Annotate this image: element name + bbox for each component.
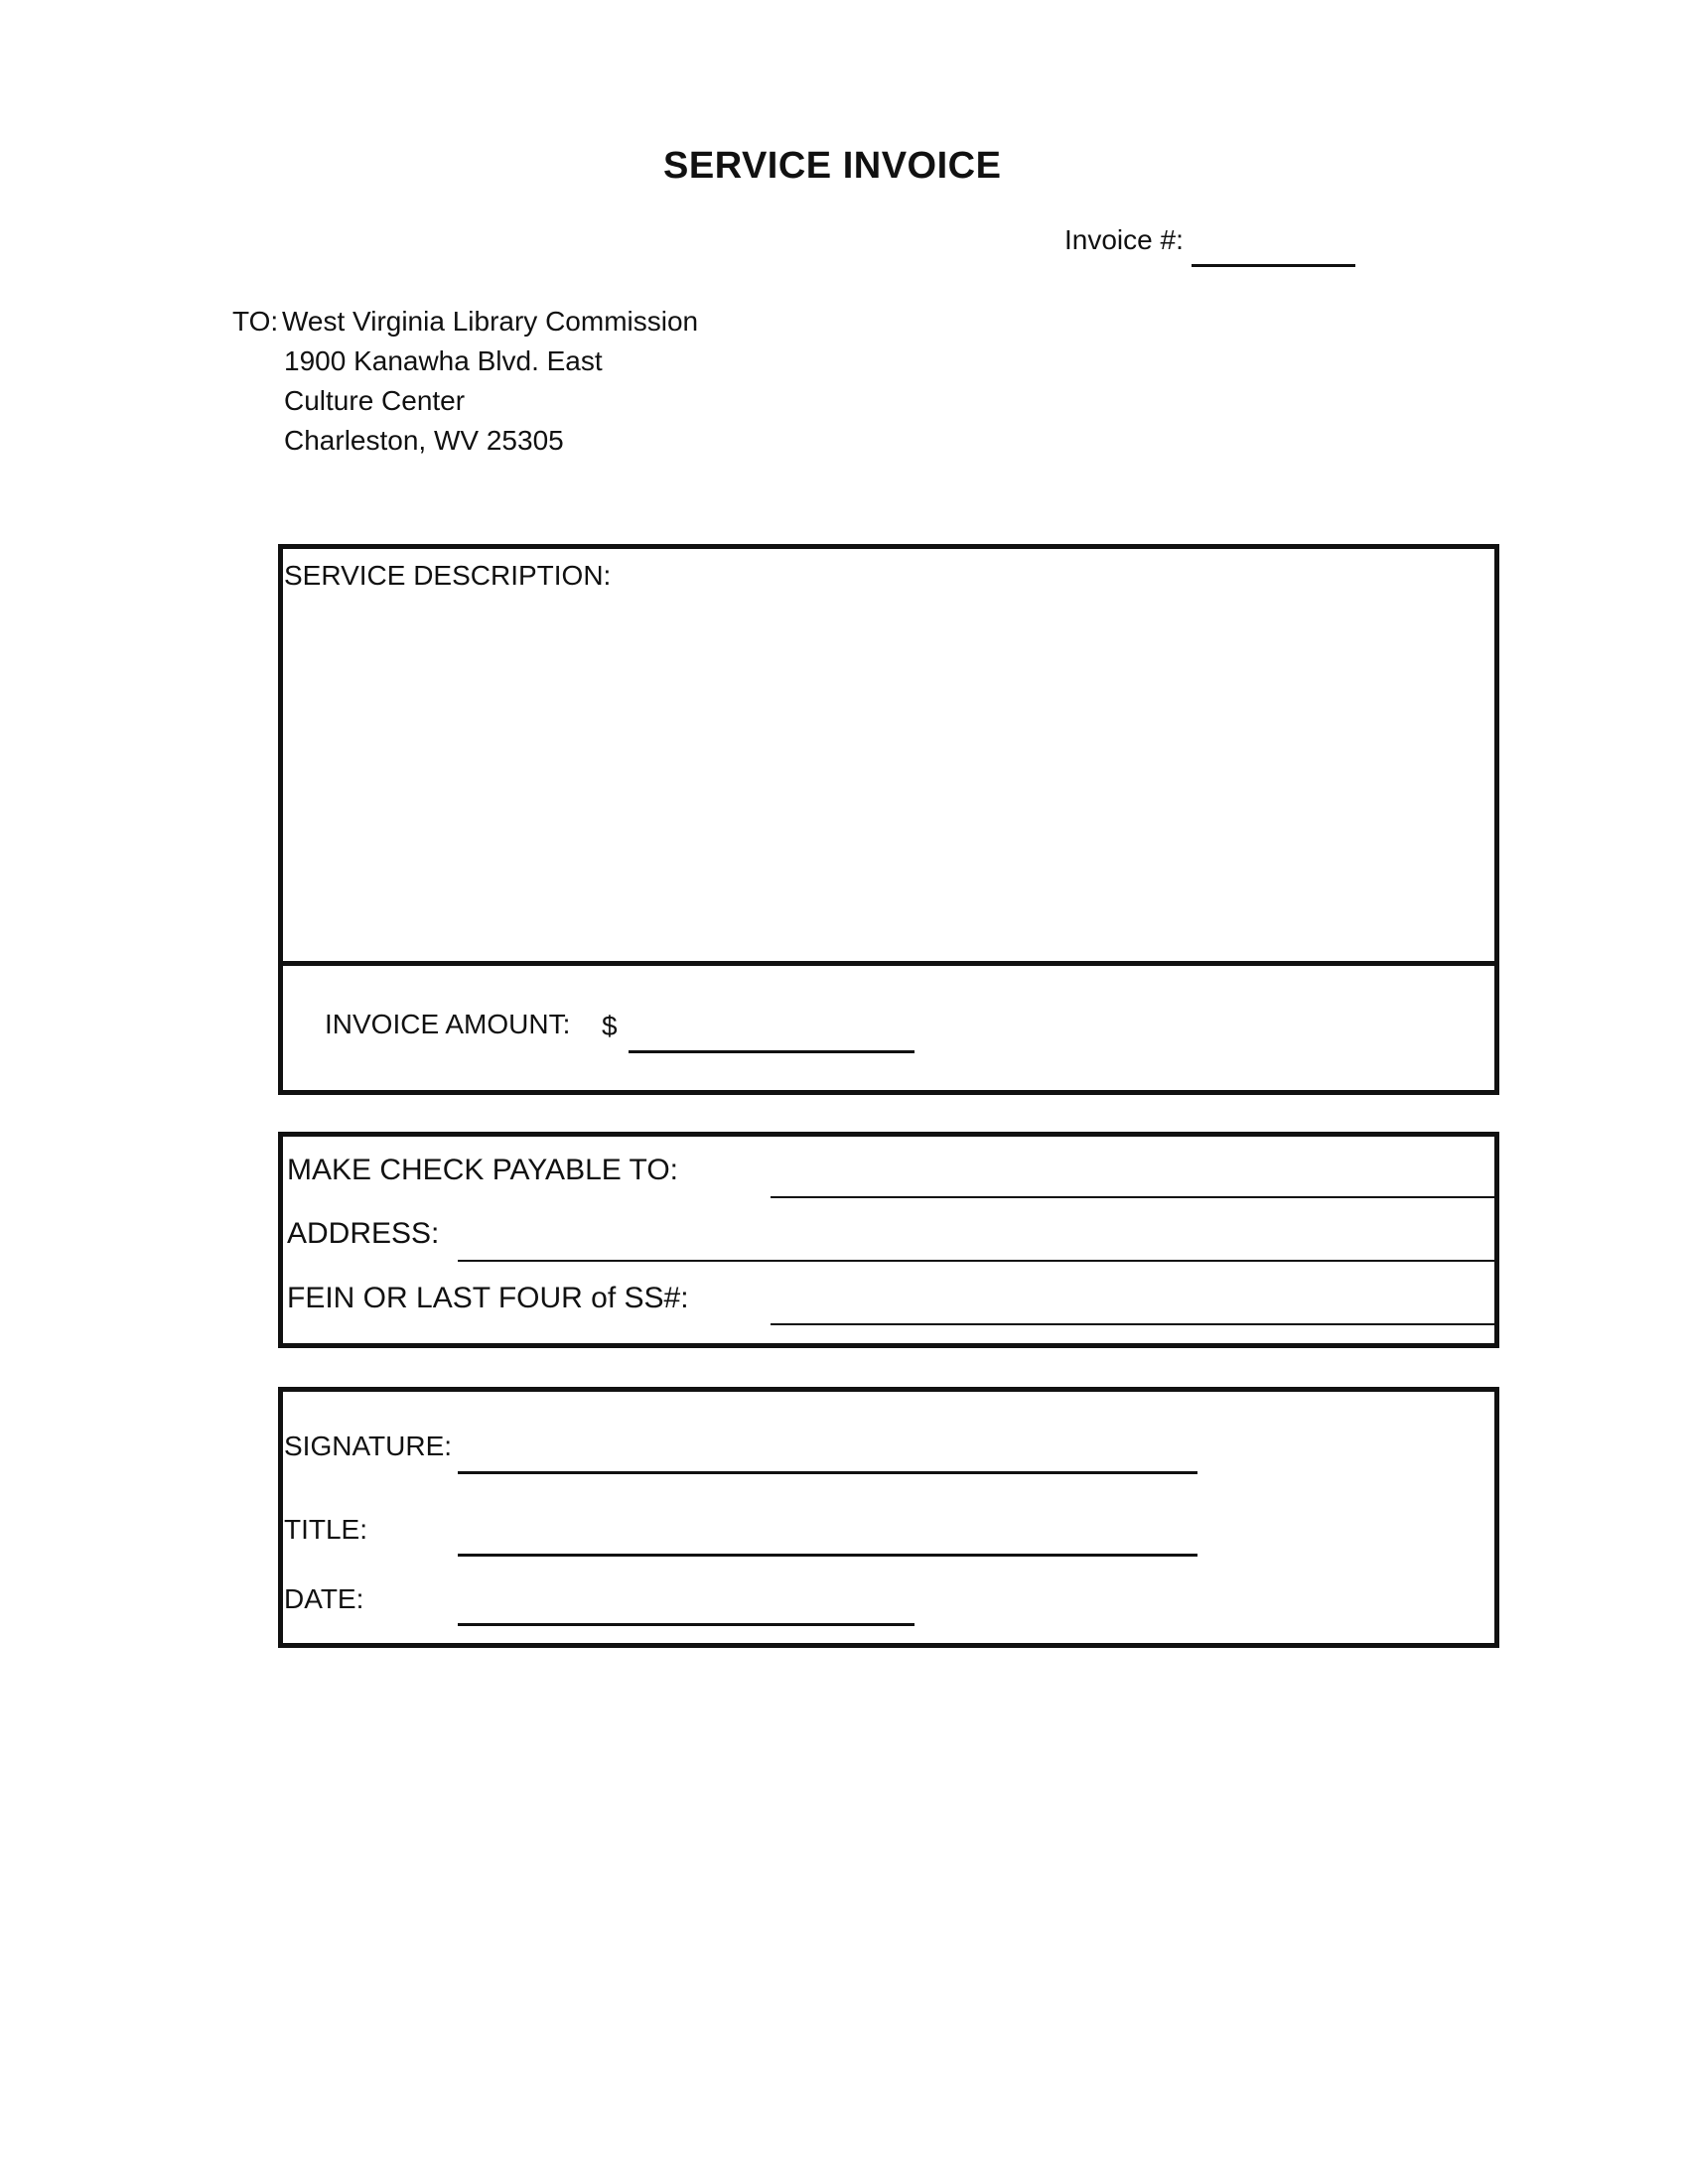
section-divider bbox=[283, 961, 1494, 966]
currency-symbol: $ bbox=[602, 1011, 618, 1041]
signature-label: SIGNATURE: bbox=[284, 1431, 453, 1461]
fein-label: FEIN OR LAST FOUR of SS#: bbox=[287, 1282, 689, 1314]
service-description-field[interactable] bbox=[288, 602, 1479, 939]
signoff-section bbox=[278, 1387, 1499, 1648]
invoice-number-field[interactable] bbox=[1192, 264, 1355, 267]
invoice-amount-field[interactable] bbox=[629, 1050, 914, 1053]
payable-to-label: MAKE CHECK PAYABLE TO: bbox=[287, 1154, 679, 1186]
title-label: TITLE: bbox=[284, 1514, 368, 1545]
invoice-amount-label: INVOICE AMOUNT: bbox=[325, 1009, 571, 1039]
recipient-address-line: Culture Center bbox=[284, 385, 466, 416]
address-label: ADDRESS: bbox=[287, 1217, 440, 1250]
service-description-label: SERVICE DESCRIPTION: bbox=[284, 560, 612, 591]
recipient-address-line: 1900 Kanawha Blvd. East bbox=[284, 345, 603, 376]
invoice-number-label: Invoice #: bbox=[1064, 224, 1184, 255]
recipient-address-line: Charleston, WV 25305 bbox=[284, 425, 564, 456]
payable-to-field[interactable] bbox=[771, 1196, 1495, 1198]
address-field[interactable] bbox=[458, 1260, 1495, 1262]
recipient-name: West Virginia Library Commission bbox=[282, 306, 699, 337]
date-label: DATE: bbox=[284, 1583, 364, 1614]
recipient-prefix: TO: bbox=[232, 306, 279, 337]
page-title: SERVICE INVOICE bbox=[663, 145, 1002, 187]
date-field[interactable] bbox=[458, 1623, 914, 1626]
signature-field[interactable] bbox=[458, 1471, 1197, 1474]
title-field[interactable] bbox=[458, 1554, 1197, 1557]
fein-field[interactable] bbox=[771, 1323, 1495, 1325]
